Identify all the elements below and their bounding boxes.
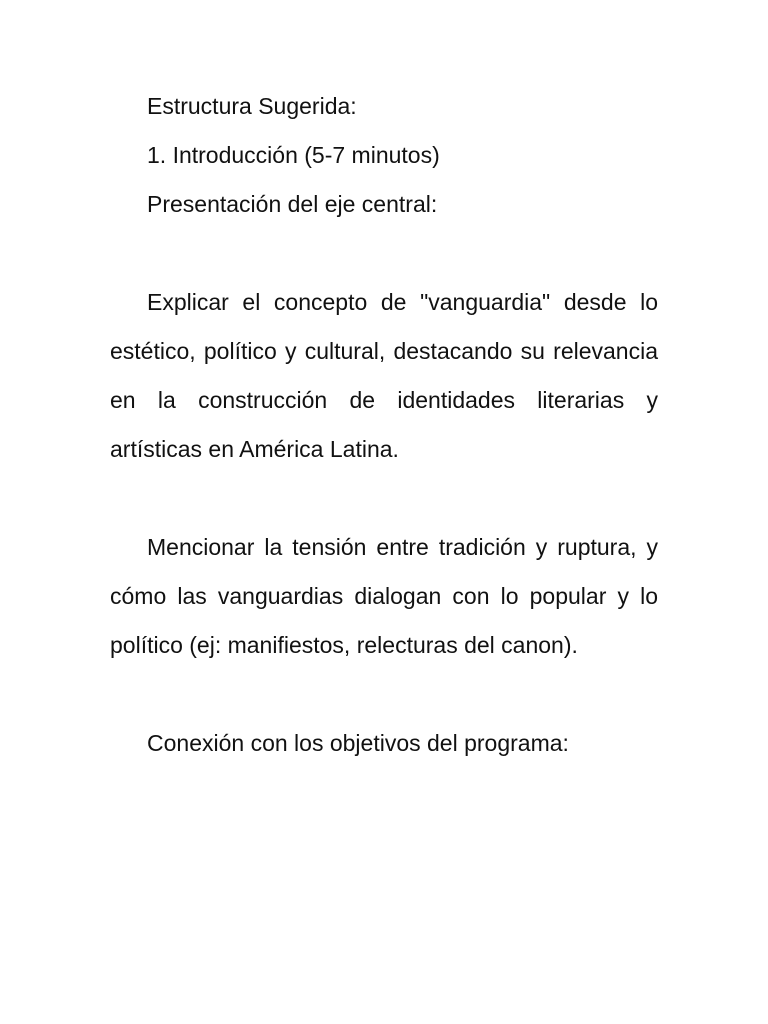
- section-title-introduccion: 1. Introducción (5-7 minutos): [147, 142, 440, 168]
- subheading-eje-central: Presentación del eje central:: [147, 191, 438, 217]
- blank-line: [110, 229, 658, 278]
- closing-line-objetivos: Conexión con los objetivos del programa:: [147, 730, 569, 756]
- document-body: [110, 82, 658, 768]
- paragraph-tension: Mencionar la tensión entre tradición y ruptura, y cómo las vanguardias dialogan con lo popular y lo político (ej: manifiestos, relecturas del canon).: [110, 534, 658, 658]
- paragraph-vanguardia: Explicar el concepto de "vanguardia" desde lo estético, político y cultural, destacando su relevancia en la construcción de identidades literarias y artísticas en América Latina.: [110, 289, 658, 462]
- blank-line: [110, 474, 658, 523]
- heading-estructura-sugerida: Estructura Sugerida:: [147, 93, 357, 119]
- blank-line: [110, 670, 658, 719]
